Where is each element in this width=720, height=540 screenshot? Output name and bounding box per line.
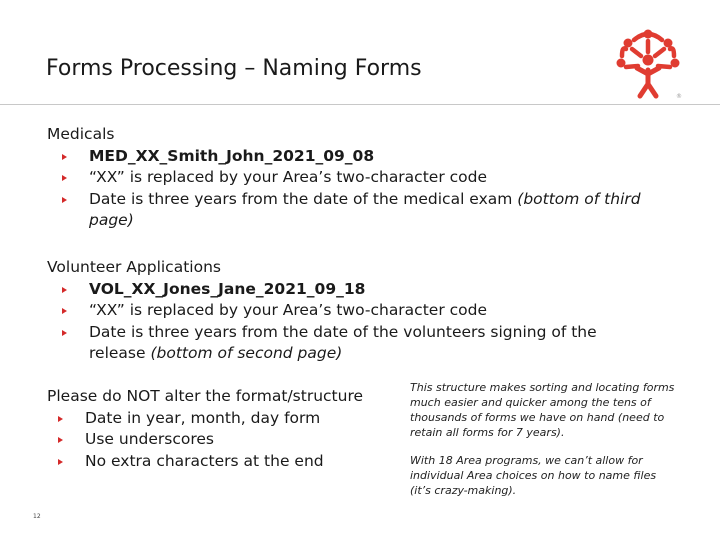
bullet-arrow-icon	[62, 287, 67, 293]
list-item-text: Use underscores	[85, 430, 215, 448]
list-item	[47, 429, 397, 451]
format-rules-heading: Please do NOT alter the format/structure	[47, 387, 364, 405]
bullet-arrow-icon	[58, 437, 63, 443]
list-item-italic-note: (bottom of third page)	[89, 189, 641, 229]
list-item	[47, 322, 647, 365]
volunteer-section	[47, 257, 647, 365]
list-item	[47, 146, 647, 168]
medical-filename-example: MED_XX_Smith_John_2021_09_08	[89, 146, 375, 165]
list-item-italic-note: (bottom of second page)	[150, 344, 343, 362]
side-note-sorting: This structure makes sorting and locating forms much easier and quicker among the tens of thousands of forms we have on hand (need to retain all forms for 7 years).	[410, 381, 675, 439]
page-number: 12	[33, 513, 41, 520]
list-item	[47, 279, 647, 301]
volunteer-filename-example: VOL_XX_Jones_Jane_2021_09_18	[89, 279, 366, 298]
bullet-arrow-icon	[62, 154, 67, 160]
list-item	[47, 300, 647, 322]
bullet-arrow-icon	[62, 175, 67, 181]
list-item	[47, 189, 647, 232]
medicals-heading: Medicals	[47, 125, 115, 143]
list-item-text: “XX” is replaced by your Area’s two-character code	[89, 168, 487, 186]
list-item-text: “XX” is replaced by your Area’s two-character code	[89, 301, 487, 319]
bullet-arrow-icon	[62, 197, 67, 203]
special-olympics-logo	[612, 22, 684, 102]
bullet-arrow-icon	[62, 330, 67, 336]
bullet-arrow-icon	[58, 416, 63, 422]
list-item	[47, 451, 397, 473]
bullet-arrow-icon	[58, 459, 63, 465]
list-item-text: Date in year, month, day form	[85, 408, 321, 427]
volunteer-heading: Volunteer Applications	[47, 258, 221, 276]
bullet-arrow-icon	[62, 308, 67, 314]
list-item-text: Date is three years from the date of the medical exam	[89, 189, 518, 208]
slide-title: Forms Processing – Naming Forms	[46, 56, 422, 81]
title-divider	[0, 104, 720, 105]
list-item-text: Date is three years from the date of the volunteers signing of the release	[89, 322, 597, 362]
side-note-area-programs: With 18 Area programs, we can’t allow for individual Area choices on how to name files (it’s crazy-making).	[410, 454, 657, 497]
format-rules-section	[47, 386, 397, 472]
list-item-text: No extra characters at the end	[85, 451, 324, 470]
list-item	[47, 408, 397, 430]
medicals-section	[47, 124, 647, 232]
list-item	[47, 167, 647, 189]
svg-text:®: ®	[676, 93, 682, 100]
